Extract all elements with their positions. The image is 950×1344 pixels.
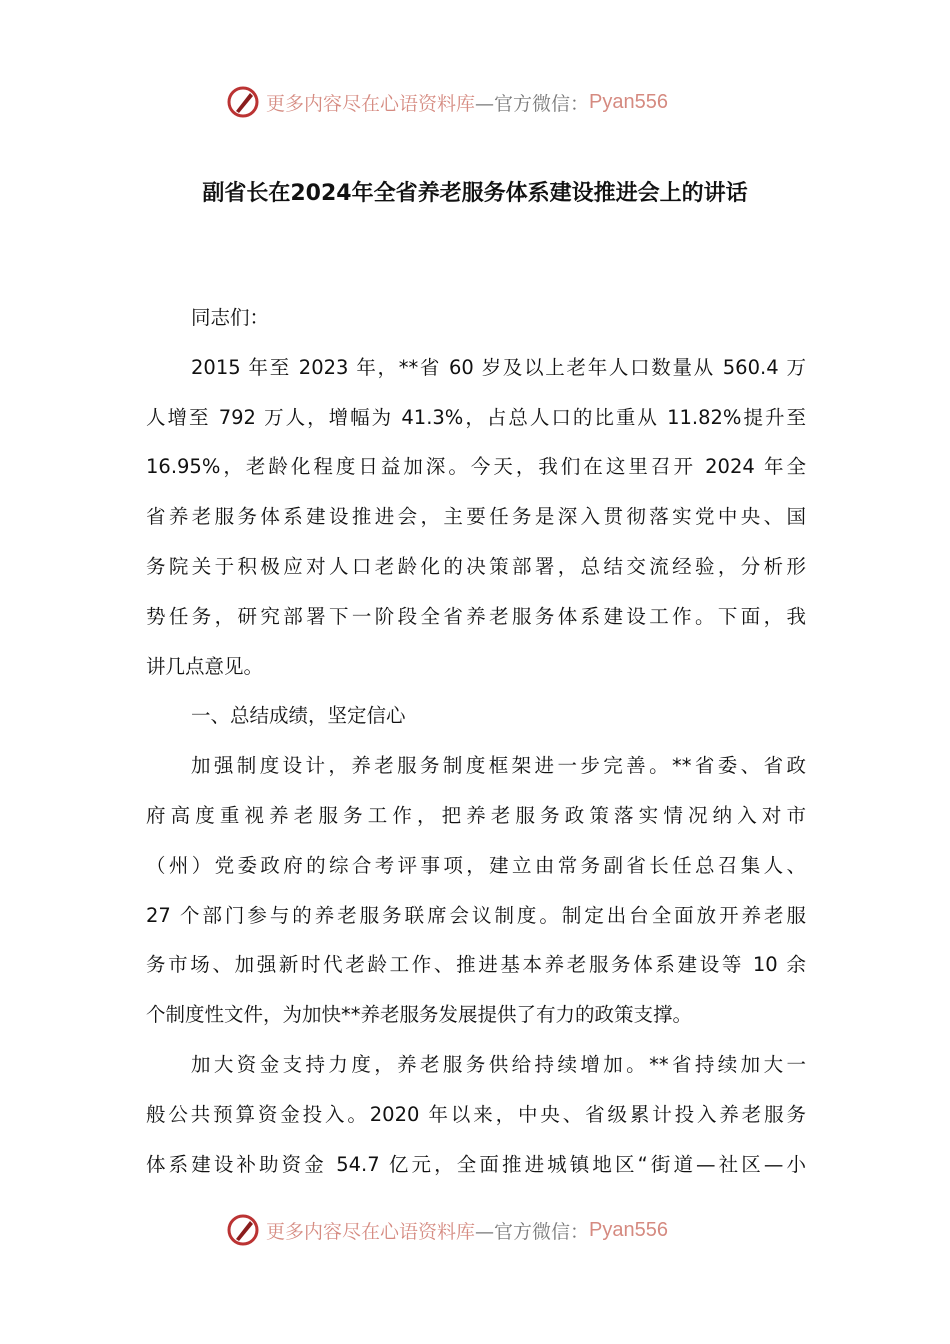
text-line: 务市场、加强新时代老龄工作、推进基本养老服务体系建设等 10 余 xyxy=(146,953,806,977)
text-line: 加强制度设计，养老服务制度框架进一步完善。**省委、省政 xyxy=(191,754,806,778)
text-line: 同志们： xyxy=(191,306,270,329)
watermark-wechat-id: Pyan556 xyxy=(589,90,668,113)
text-line: 势任务，研究部署下一阶段全省养老服务体系建设工作。下面，我 xyxy=(146,604,806,628)
text-line: 2015 年至 2023 年，**省 60 岁及以上老年人口数量从 560.4 万 xyxy=(191,355,806,379)
document-title: 副省长在2024年全省养老服务体系建设推进会上的讲话 xyxy=(202,181,748,206)
watermark-text: 更多内容尽在心语资料库 xyxy=(266,1220,476,1243)
watermark-bottom xyxy=(226,1210,726,1250)
pen-logo-icon xyxy=(226,1213,260,1247)
watermark-wechat-id: Pyan556 xyxy=(589,1218,668,1241)
watermark-text: 更多内容尽在心语资料库 xyxy=(266,92,476,115)
text-line: 个制度性文件，为加快**养老服务发展提供了有力的政策支撑。 xyxy=(146,1003,693,1027)
text-line: 人增至 792 万人，增幅为 41.3%，占总人口的比重从 11.82%提升至 xyxy=(146,405,806,429)
text-line: 讲几点意见。 xyxy=(146,654,264,678)
text-line: （州）党委政府的综合考评事项，建立由常务副省长任总召集人、 xyxy=(146,853,806,877)
text-line: 般公共预算资金投入。2020 年以来，中央、省级累计投入养老服务 xyxy=(146,1102,806,1126)
text-line: 务院关于积极应对人口老龄化的决策部署，总结交流经验，分析形 xyxy=(146,554,806,578)
watermark-wechat-label: —官方微信： xyxy=(475,1220,590,1243)
text-line: 27 个部门参与的养老服务联席会议制度。制定出台全面放开养老服 xyxy=(146,903,806,927)
text-line: 府高度重视养老服务工作，把养老服务政策落实情况纳入对市 xyxy=(146,803,806,827)
text-line: 体系建设补助资金 54.7 亿元，全面推进城镇地区“街道—社区—小 xyxy=(146,1152,806,1176)
watermark-wechat-label: —官方微信： xyxy=(475,92,590,115)
document-body xyxy=(146,293,806,1189)
text-line: 一、总结成绩，坚定信心 xyxy=(191,704,406,728)
text-line: 16.95%，老龄化程度日益加深。今天，我们在这里召开 2024 年全 xyxy=(146,455,806,479)
pen-logo-icon xyxy=(226,85,260,119)
watermark-top xyxy=(226,82,726,122)
text-line: 加大资金支持力度，养老服务供给持续增加。**省持续加大一 xyxy=(191,1052,806,1076)
text-line: 省养老服务体系建设推进会，主要任务是深入贯彻落实党中央、国 xyxy=(146,505,806,529)
